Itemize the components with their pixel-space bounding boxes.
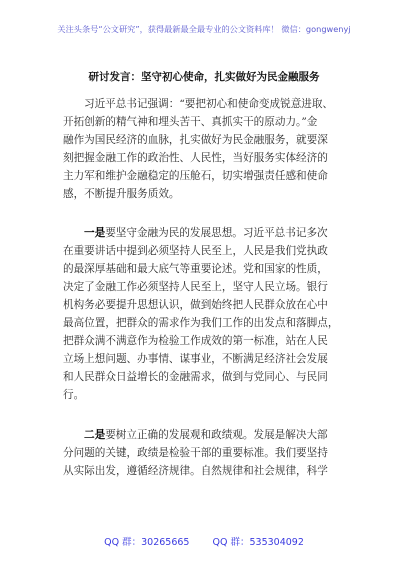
paragraph-line: 决定了金融工作必须坚持人民至上，坚守人民立场。银行 [63,281,328,293]
footer-contact [0,534,408,548]
paragraph-line: 主力军和维护金融稳定的压舱石，切实增强责任感和使命 [63,170,328,182]
paragraph-first-line [84,226,361,240]
paragraph-line: 机构务必要提升思想认识，做到始终把人民群众放在心中 [63,299,328,311]
document-title: 研讨发言：坚守初心使命，扎实做好为民金融服务 [88,71,320,83]
paragraph-text: 要坚守金融为民的发展思想。习近平总书记多次 [105,227,328,239]
paragraph-lead: 一是 [84,227,106,239]
header-banner: 关注头条号“公文研究”，获得最新最全最专业的公文资料库！ 微信：gongwenyj [57,24,351,34]
paragraph-line: 开拓创新的精气神和埋头苦干、真抓实干的原动力。”金 [63,116,318,128]
paragraph-line: 分问题的关键，政绩是检验干部的重要标准。我们要坚持 [63,447,328,459]
paragraph-line: 立场上想问题、办事情、谋事业，不断满足经济社会发展 [63,353,328,365]
paragraph-line: 的最深厚基础和最大底气等重要论述。党和国家的性质， [63,263,328,275]
paragraph-line: 行。 [63,389,85,401]
paragraph-line: 把群众满不满意作为检验工作成效的第一标准，站在人民 [63,335,328,347]
qq-group-2: QQ 群：535304092 [212,537,304,548]
paragraph-line: 习近平总书记强调：“要把初心和使命变成锐意进取、 [84,98,334,110]
paragraph-line: 刻把握金融工作的政治性、人民性，当好服务实体经济的 [63,152,328,164]
paragraph-text: 要树立正确的发展观和政绩观。发展是解决大部 [105,429,328,441]
paragraph-first-line [84,428,361,442]
paragraph-line: 感，不断提升服务质效。 [63,188,180,200]
paragraph-line: 融作为国民经济的血脉，扎实做好为民金融服务，就要深 [63,134,328,146]
paragraph-line: 从实际出发，遵循经济规律。自然规律和社会规律，科学 [63,465,328,477]
paragraph-line: 最高位置，把群众的需求作为我们工作的出发点和落脚点， [63,317,339,329]
paragraph-line: 和人民群众日益增长的金融需求，做到与党同心、与民同 [63,371,328,383]
paragraph-lead: 二是 [84,429,106,441]
qq-group-1: QQ 群：30265665 [104,537,190,548]
paragraph-line: 在重要讲话中提到必须坚持人民至上，人民是我们党执政 [63,245,328,257]
